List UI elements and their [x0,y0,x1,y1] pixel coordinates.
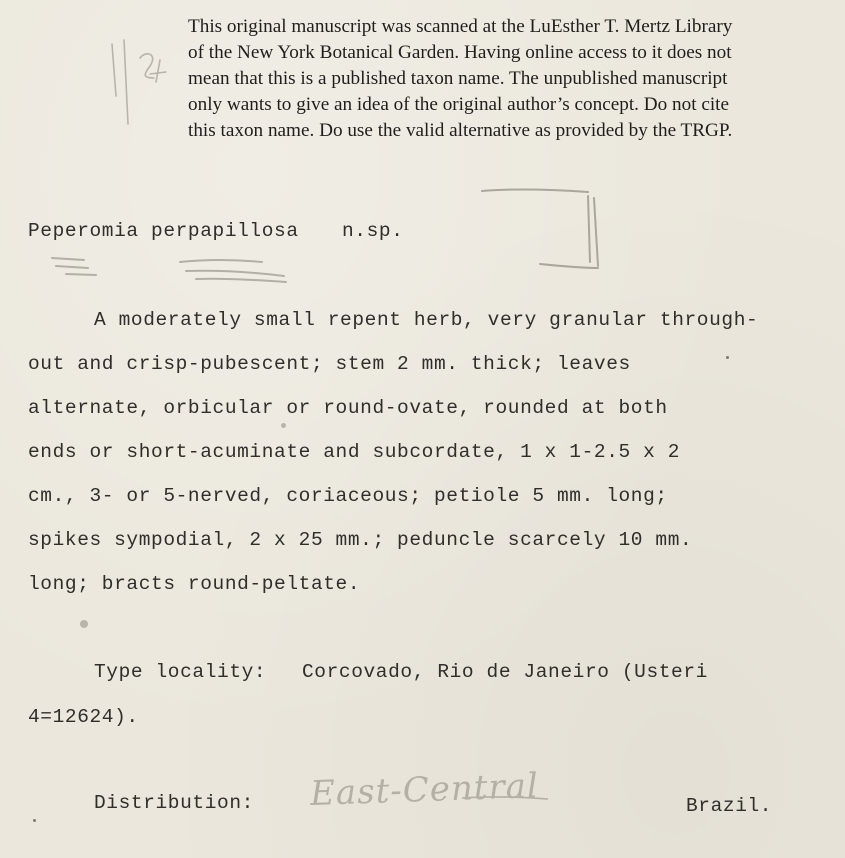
description-line: long; bracts round-peltate. [28,573,361,595]
notice-line: of the New York Botanical Garden. Having online access to it does not [188,42,732,63]
description-line: A moderately small repent herb, very granular through- [94,309,759,331]
type-locality-value-cont: 4=12624). [28,706,139,728]
paper-spot [726,356,729,359]
library-notice [188,14,828,144]
description-line: alternate, orbicular or round-ovate, rounded at both [28,397,668,419]
description-line: cm., 3- or 5-nerved, coriaceous; petiole 5 mm. long; [28,485,668,507]
description-line: ends or short-acuminate and subcordate, 1 x 1-2.5 x 2 [28,441,681,463]
pencil-underlines [52,258,286,282]
notice-line: mean that this is a published taxon name. The unpublished manuscript [188,68,728,89]
notice-line: only wants to give an idea of the original author’s concept. Do not cite [188,94,730,115]
distribution-region: Brazil. [686,795,773,817]
pencil-number-mark [112,40,166,124]
species-name: Peperomia perpapillosa [28,220,299,242]
paper-spot [33,819,36,822]
paper-spot [281,423,286,428]
handwritten-annotation: East-Central [309,766,540,814]
pencil-bracket [482,189,598,268]
distribution-label: Distribution: [94,792,254,814]
species-status: n.sp. [342,220,404,242]
description-line: spikes sympodial, 2 x 25 mm.; peduncle scarcely 10 mm. [28,529,693,551]
notice-line: this taxon name. Do use the valid alternative as provided by the TRGP. [188,120,733,141]
type-locality-label: Type locality: [94,661,267,683]
notice-line: This original manuscript was scanned at the LuEsther T. Mertz Library [188,16,733,37]
paper-spot [80,620,88,628]
description-line: out and crisp-pubescent; stem 2 mm. thick; leaves [28,353,631,375]
type-locality-value: Corcovado, Rio de Janeiro (Usteri [302,661,708,683]
